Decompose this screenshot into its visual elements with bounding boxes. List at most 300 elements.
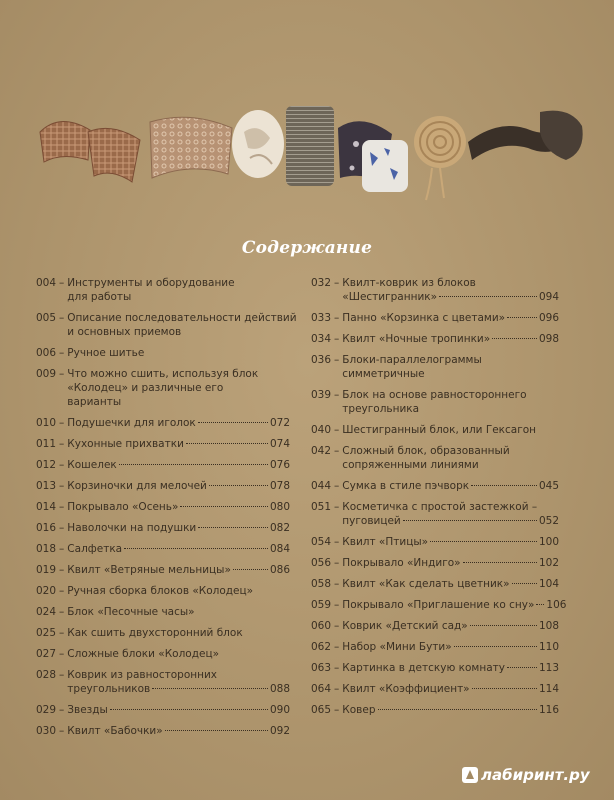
- toc-entry-number: 054: [311, 536, 332, 548]
- toc-entry-title: Коврик из равносторонних: [67, 669, 218, 681]
- toc-entry-leader-dots: [492, 338, 537, 339]
- toc-entry-dash: –: [59, 725, 65, 737]
- toc-entry-body: [67, 542, 290, 556]
- toc-entry-dash: –: [59, 669, 65, 681]
- toc-entry-number: 020: [36, 585, 57, 597]
- toc-entry-body: [342, 332, 559, 346]
- toc-entry-title: Салфетка: [67, 543, 123, 555]
- toc-entry-title: треугольника: [342, 403, 420, 415]
- toc-entry-line: [342, 640, 559, 654]
- toc-entry-title: Шестигранный блок, или Гексагон: [342, 424, 537, 436]
- toc-entry-leader-dots: [470, 625, 537, 626]
- toc-entry: [311, 388, 559, 416]
- toc-entry-line: [67, 626, 290, 640]
- toc-entry-body: [67, 724, 290, 738]
- toc-entry-title: Блок «Песочные часы»: [67, 606, 195, 618]
- toc-entry-leader-dots: [471, 485, 537, 486]
- toc-entry: [311, 479, 559, 493]
- toc-entry: [36, 724, 290, 738]
- toc-entry-leader-dots: [463, 562, 537, 563]
- toc-entry-number: 009: [36, 368, 57, 380]
- toc-entry-body: [67, 563, 290, 577]
- toc-entry-dash: –: [59, 627, 65, 639]
- toc-entry-number: 013: [36, 480, 57, 492]
- toc-entry-dash: –: [334, 501, 340, 513]
- toc-entry-line: [342, 444, 559, 458]
- fabric-ribbon-dark: [468, 111, 583, 160]
- toc-entry-dash: –: [59, 648, 65, 660]
- toc-entry-body: [342, 423, 559, 437]
- toc-entry-dash: –: [334, 557, 340, 569]
- toc-entry-line: [67, 458, 290, 472]
- toc-entry: [36, 437, 290, 451]
- toc-entry-dash: –: [334, 641, 340, 653]
- toc-entry-number: 030: [36, 725, 57, 737]
- toc-entry-page: 114: [538, 683, 559, 695]
- toc-entry-title: Ручное шитье: [67, 347, 145, 359]
- toc-entry-page: 116: [538, 704, 559, 716]
- toc-entry: [311, 598, 567, 612]
- toc-entry-title: Покрывало «Осень»: [67, 501, 179, 513]
- toc-entry-leader-dots: [378, 709, 537, 710]
- toc-entry-page: 090: [269, 704, 290, 716]
- toc-entry: [311, 661, 559, 675]
- toc-entry-line: [67, 367, 290, 381]
- toc-entry-body: [67, 458, 290, 472]
- toc-entry-body: [342, 619, 559, 633]
- toc-entry: [36, 521, 290, 535]
- fabric-roll-blue-white: [362, 140, 408, 192]
- toc-entry-number: 060: [311, 620, 332, 632]
- toc-entry-dash: –: [59, 347, 65, 359]
- toc-entry-line: [342, 535, 559, 549]
- toc-entry-leader-dots: [454, 646, 537, 647]
- toc-entry-number: 004: [36, 277, 57, 289]
- toc-entry-title: «Колодец» и различные его: [67, 382, 224, 394]
- toc-entry-number: 044: [311, 480, 332, 492]
- toc-entry-body: [67, 668, 290, 696]
- toc-entry-number: 019: [36, 564, 57, 576]
- toc-entry-leader-dots: [152, 688, 268, 689]
- toc-entry-line: [342, 682, 559, 696]
- toc-entry-title: Описание последовательности действий: [67, 312, 297, 324]
- toc-entry-body: [342, 388, 559, 416]
- toc-entry-line: [342, 556, 559, 570]
- toc-entry-title: и основных приемов: [67, 326, 182, 338]
- toc-entry-line: [67, 325, 290, 339]
- fabric-roll-floral: [232, 110, 284, 178]
- toc-entry-number: 063: [311, 662, 332, 674]
- toc-entry-title: Звезды: [67, 704, 108, 716]
- toc-entry-line: [342, 598, 567, 612]
- toc-entry-number: 018: [36, 543, 57, 555]
- toc-entry-dash: –: [334, 277, 340, 289]
- toc-entry-title: сопряженными линиями: [342, 459, 479, 471]
- toc-entry-dash: –: [59, 522, 65, 534]
- toc-entry-line: [67, 682, 290, 696]
- watermark-logo-text: лабиринт.ру: [481, 766, 590, 784]
- toc-entry-number: 032: [311, 277, 332, 289]
- toc-entry-page: 096: [538, 312, 559, 324]
- toc-entry-line: [67, 703, 290, 717]
- toc-entry-body: [67, 276, 290, 304]
- toc-entry: [311, 577, 559, 591]
- toc-entry-title: варианты: [67, 396, 122, 408]
- toc-entry-body: [342, 598, 567, 612]
- toc-entry-body: [67, 416, 290, 430]
- toc-entry: [311, 682, 559, 696]
- toc-entry-line: [342, 479, 559, 493]
- toc-entry-page: 045: [538, 480, 559, 492]
- toc-entry: [36, 626, 290, 640]
- toc-entry-line: [67, 647, 290, 661]
- toc-column-right: [311, 276, 567, 724]
- toc-entry-dash: –: [334, 578, 340, 590]
- toc-entry-line: [67, 479, 290, 493]
- toc-entry-title: Подушечки для иголок: [67, 417, 196, 429]
- toc-entry-body: [67, 311, 297, 339]
- toc-entry-title: Коврик «Детский сад»: [342, 620, 468, 632]
- toc-entry-dash: –: [334, 620, 340, 632]
- toc-entry-dash: –: [59, 312, 65, 324]
- toc-entry: [311, 423, 559, 437]
- toc-entry: [36, 416, 290, 430]
- toc-entry: [36, 458, 290, 472]
- fabric-roll-striped: [286, 106, 334, 186]
- toc-entry-line: [342, 402, 559, 416]
- toc-entry-page: 113: [538, 662, 559, 674]
- toc-entry: [36, 479, 290, 493]
- toc-entry-number: 016: [36, 522, 57, 534]
- toc-entry-body: [342, 577, 559, 591]
- toc-entry-body: [67, 605, 290, 619]
- toc-entry-line: [67, 724, 290, 738]
- toc-entry-number: 059: [311, 599, 332, 611]
- toc-entry-body: [67, 367, 290, 409]
- toc-entry-dash: –: [334, 480, 340, 492]
- toc-entry-title: Квилт «Ветряные мельницы»: [67, 564, 231, 576]
- toc-entry: [311, 311, 559, 325]
- toc-entry-dash: –: [59, 459, 65, 471]
- toc-entry-number: 040: [311, 424, 332, 436]
- toc-entry-dash: –: [59, 277, 65, 289]
- toc-entry: [311, 276, 559, 304]
- toc-entry-title: пуговицей: [342, 515, 401, 527]
- toc-entry-line: [342, 276, 559, 290]
- toc-entry-page: 104: [538, 578, 559, 590]
- toc-entry-line: [342, 619, 559, 633]
- toc-entry-line: [67, 416, 290, 430]
- toc-entry-dash: –: [59, 480, 65, 492]
- fabric-coil-straw: [414, 116, 466, 200]
- toc-entry-number: 029: [36, 704, 57, 716]
- toc-entry-page: 092: [269, 725, 290, 737]
- toc-entry-line: [342, 353, 559, 367]
- toc-entry-title: Квилт «Бабочки»: [67, 725, 163, 737]
- toc-entry: [36, 276, 290, 304]
- toc-entry-dash: –: [59, 438, 65, 450]
- toc-entry-body: [342, 556, 559, 570]
- labirint-logo-icon: [462, 767, 478, 783]
- toc-entry-line: [342, 514, 559, 528]
- toc-entry-line: [67, 395, 290, 409]
- toc-entry-line: [67, 584, 290, 598]
- toc-entry-line: [67, 563, 290, 577]
- toc-entry: [311, 444, 559, 472]
- toc-entry-page: 108: [538, 620, 559, 632]
- toc-entry-dash: –: [334, 704, 340, 716]
- toc-entry-title: Квилт «Ночные тропинки»: [342, 333, 491, 345]
- toc-entry-line: [342, 500, 559, 514]
- toc-entry-title: Покрывало «Приглашение ко сну»: [342, 599, 535, 611]
- toc-entry-leader-dots: [186, 443, 268, 444]
- toc-entry-line: [342, 577, 559, 591]
- toc-entry-number: 036: [311, 354, 332, 366]
- watermark-logo: [462, 766, 590, 784]
- toc-entry-title: Сумка в стиле пэчворк: [342, 480, 470, 492]
- toc-entry-body: [67, 479, 290, 493]
- toc-entry-line: [67, 521, 290, 535]
- toc-entry-number: 065: [311, 704, 332, 716]
- toc-entry-page: 110: [538, 641, 559, 653]
- toc-entry-title: Блок на основе равностороннего: [342, 389, 527, 401]
- toc-entry-number: 011: [36, 438, 57, 450]
- toc-entry-title: Как сшить двухсторонний блок: [67, 627, 243, 639]
- toc-entry-title: для работы: [67, 291, 132, 303]
- toc-entry-dash: –: [59, 585, 65, 597]
- toc-entry-line: [67, 381, 290, 395]
- toc-entry-body: [342, 311, 559, 325]
- toc-entry-number: 064: [311, 683, 332, 695]
- toc-entry-leader-dots: [439, 296, 537, 297]
- toc-entry-body: [67, 521, 290, 535]
- toc-entry-title: «Шестигранник»: [342, 291, 438, 303]
- toc-entry-title: Что можно сшить, используя блок: [67, 368, 259, 380]
- toc-entry-leader-dots: [165, 730, 268, 731]
- toc-entry-title: Наволочки на подушки: [67, 522, 197, 534]
- toc-entry-number: 042: [311, 445, 332, 457]
- toc-entry-leader-dots: [403, 520, 537, 521]
- page-title: Содержание: [241, 238, 373, 258]
- toc-entry-body: [67, 437, 290, 451]
- toc-entry-number: 024: [36, 606, 57, 618]
- toc-entry-number: 058: [311, 578, 332, 590]
- toc-entry-line: [67, 437, 290, 451]
- toc-entry-number: 062: [311, 641, 332, 653]
- toc-entry-page: 102: [538, 557, 559, 569]
- toc-entry-leader-dots: [233, 569, 268, 570]
- toc-entry-line: [67, 542, 290, 556]
- toc-entry-title: симметричные: [342, 368, 425, 380]
- toc-entry-page: 084: [269, 543, 290, 555]
- toc-entry-number: 028: [36, 669, 57, 681]
- toc-entry-dash: –: [334, 424, 340, 436]
- toc-entry-page: 100: [538, 536, 559, 548]
- toc-entry-page: 076: [269, 459, 290, 471]
- fabric-roll-red-2: [88, 128, 140, 182]
- toc-entry: [311, 535, 559, 549]
- toc-entry-leader-dots: [430, 541, 537, 542]
- toc-entry-page: 074: [269, 438, 290, 450]
- toc-entry-body: [342, 353, 559, 381]
- toc-entry-body: [67, 626, 290, 640]
- toc-column-left: [36, 276, 297, 745]
- toc-entry-line: [67, 668, 290, 682]
- toc-entry-line: [342, 367, 559, 381]
- toc-entry-title: Квилт «Птицы»: [342, 536, 429, 548]
- toc-entry-line: [342, 703, 559, 717]
- toc-entry-line: [342, 290, 559, 304]
- toc-entry-title: Кухонные прихватки: [67, 438, 184, 450]
- toc-entry-body: [342, 682, 559, 696]
- toc-entry-page: 098: [538, 333, 559, 345]
- toc-entry-number: 010: [36, 417, 57, 429]
- toc-entry-dash: –: [59, 606, 65, 618]
- toc-entry: [36, 647, 290, 661]
- toc-entry-dash: –: [59, 501, 65, 513]
- toc-entry-leader-dots: [472, 688, 537, 689]
- toc-entry-title: Корзиночки для мелочей: [67, 480, 207, 492]
- toc-entry-number: 056: [311, 557, 332, 569]
- toc-entry-title: треугольников: [67, 683, 151, 695]
- toc-entry-title: Квилт-коврик из блоков: [342, 277, 476, 289]
- toc-entry-dash: –: [59, 543, 65, 555]
- toc-entry-title: Картинка в детскую комнату: [342, 662, 505, 674]
- toc-entry-page: 072: [269, 417, 290, 429]
- toc-entry-body: [67, 703, 290, 717]
- toc-entry-line: [67, 290, 290, 304]
- toc-entry: [36, 668, 290, 696]
- toc-entry-line: [67, 605, 290, 619]
- toc-entry-number: 033: [311, 312, 332, 324]
- toc-entry-line: [342, 661, 559, 675]
- toc-entry-dash: –: [59, 368, 65, 380]
- toc-entry-title: Сложные блоки «Колодец»: [67, 648, 220, 660]
- toc-entry: [36, 311, 297, 339]
- toc-entry-body: [342, 276, 559, 304]
- toc-entry-number: 025: [36, 627, 57, 639]
- toc-entry: [311, 556, 559, 570]
- toc-entry: [311, 619, 559, 633]
- toc-entry: [36, 346, 290, 360]
- toc-entry-page: 082: [269, 522, 290, 534]
- toc-entry-line: [67, 276, 290, 290]
- toc-entry: [311, 640, 559, 654]
- toc-entry-body: [342, 703, 559, 717]
- toc-entry-page: 078: [269, 480, 290, 492]
- toc-entry: [36, 563, 290, 577]
- toc-entry-title: Сложный блок, образованный: [342, 445, 510, 457]
- toc-entry-dash: –: [334, 312, 340, 324]
- toc-entry-dash: –: [334, 389, 340, 401]
- toc-entry: [36, 584, 290, 598]
- toc-entry-dash: –: [334, 662, 340, 674]
- toc-entry-dash: –: [334, 683, 340, 695]
- toc-entry-dash: –: [334, 333, 340, 345]
- toc-entry-line: [67, 346, 290, 360]
- toc-entry-number: 051: [311, 501, 332, 513]
- toc-entry-leader-dots: [124, 548, 268, 549]
- toc-entry-page: 080: [269, 501, 290, 513]
- toc-entry-page: 106: [546, 599, 567, 611]
- toc-entry-line: [342, 388, 559, 402]
- toc-entry-dash: –: [334, 354, 340, 366]
- toc-entry: [311, 500, 559, 528]
- toc-entry: [311, 703, 559, 717]
- toc-entry-leader-dots: [198, 527, 268, 528]
- toc-entry-title: Блоки-параллелограммы: [342, 354, 482, 366]
- toc-entry-line: [342, 458, 559, 472]
- toc-entry-leader-dots: [180, 506, 268, 507]
- toc-entry: [36, 500, 290, 514]
- toc-entry-body: [342, 661, 559, 675]
- toc-entry: [311, 332, 559, 346]
- toc-entry-number: 014: [36, 501, 57, 513]
- toc-entry-line: [67, 500, 290, 514]
- toc-entry-body: [342, 535, 559, 549]
- toc-entry-dash: –: [334, 445, 340, 457]
- toc-entry-page: 094: [538, 291, 559, 303]
- toc-entry-body: [67, 584, 290, 598]
- toc-entry-title: Квилт «Коэффициент»: [342, 683, 470, 695]
- toc-entry-body: [342, 640, 559, 654]
- toc-entry-title: Квилт «Как сделать цветник»: [342, 578, 510, 590]
- toc-entry-leader-dots: [507, 317, 537, 318]
- toc-entry: [36, 605, 290, 619]
- toc-entry-number: 005: [36, 312, 57, 324]
- toc-entry-page: 052: [538, 515, 559, 527]
- toc-entry-body: [342, 444, 559, 472]
- toc-entry-leader-dots: [209, 485, 268, 486]
- toc-entry: [36, 703, 290, 717]
- toc-entry-line: [342, 332, 559, 346]
- fabric-roll-red-1: [40, 121, 90, 162]
- toc-entry-number: 012: [36, 459, 57, 471]
- toc-entry-dash: –: [59, 564, 65, 576]
- toc-entry-title: Панно «Корзинка с цветами»: [342, 312, 506, 324]
- toc-entry-dash: –: [59, 704, 65, 716]
- toc-entry-leader-dots: [536, 604, 544, 605]
- toc-entry-number: 006: [36, 347, 57, 359]
- toc-entry-title: Набор «Мини Бути»: [342, 641, 452, 653]
- toc-entry-leader-dots: [512, 583, 537, 584]
- toc-entry-leader-dots: [119, 464, 268, 465]
- toc-entry-dash: –: [334, 536, 340, 548]
- toc-entry-number: 034: [311, 333, 332, 345]
- toc-entry-line: [342, 311, 559, 325]
- toc-entry: [311, 353, 559, 381]
- toc-entry-leader-dots: [198, 422, 268, 423]
- toc-entry-number: 027: [36, 648, 57, 660]
- toc-entry-body: [67, 346, 290, 360]
- toc-entry-body: [342, 500, 559, 528]
- toc-entry-number: 039: [311, 389, 332, 401]
- toc-entry-title: Инструменты и оборудование: [67, 277, 235, 289]
- toc-entry-page: 086: [269, 564, 290, 576]
- toc-entry-body: [342, 479, 559, 493]
- toc-entry-title: Косметичка с простой застежкой –: [342, 501, 538, 513]
- toc-entry: [36, 542, 290, 556]
- fabric-samples-photo: [0, 82, 614, 212]
- fabric-roll-lace: [150, 117, 232, 178]
- toc-entry-page: 088: [269, 683, 290, 695]
- toc-entry-body: [67, 647, 290, 661]
- toc-entry-title: Покрывало «Индиго»: [342, 557, 461, 569]
- toc-entry-line: [342, 423, 559, 437]
- toc-entry-title: Ручная сборка блоков «Колодец»: [67, 585, 254, 597]
- toc-entry-dash: –: [334, 599, 340, 611]
- toc-entry-body: [67, 500, 290, 514]
